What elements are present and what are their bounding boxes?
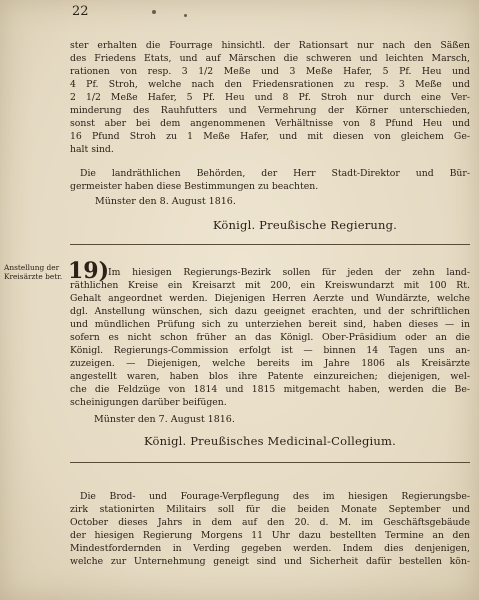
text-line: 16 Pfund Stroh zu 1 Meße Hafer, und mit diesen von gleichem Ge-	[70, 131, 470, 143]
signature-medicinal-collegium: Königl. Preußisches Medicinal-Collegium.	[143, 434, 396, 448]
text-line: der hiesigen Regierung Morgens 11 Uhr dazu bestellten Termine an den	[70, 530, 470, 542]
text-line: minderung des Rauhfutters und Vermehrung der Körner unterschieden,	[70, 105, 470, 117]
text-line: halt sind.	[70, 144, 114, 156]
text-line: sonst aber bei dem angenommenen Verhältnisse von 8 Pfund Heu und	[70, 118, 470, 130]
text-line: zirk stationirten Militairs soll für die beiden Monate September und	[70, 504, 470, 516]
paragraph-kreisaerzte	[70, 266, 470, 410]
text-line: che die Feldzüge von 1814 und 1815 mitgemacht haben, werden die Be-	[70, 384, 470, 396]
paragraph-verpflegung	[70, 490, 470, 568]
ink-speck	[184, 14, 187, 17]
section-divider	[70, 244, 470, 245]
text-line: räthlichen Kreise ein Kreisarzt mit 200, ein Kreiswundarzt mit 100 Rt.	[70, 280, 470, 292]
margin-note-line: Anstellung der	[4, 263, 60, 272]
date-line: Münster den 7. August 1816.	[94, 414, 235, 425]
text-line: ster erhalten die Fourrage hinsichtl. der Rationsart nur nach den Säßen	[70, 40, 470, 51]
text-line: October dieses Jahrs in dem auf den 20. d. M. im Geschäftsgebäude	[70, 517, 470, 529]
text-line: Gehalt angeordnet werden. Diejenigen Herren Aerzte und Wundärzte, welche	[70, 293, 470, 305]
text-line: angestellt waren, haben blos ihre Patente einzureichen; diejenigen, wel-	[70, 371, 470, 383]
paragraph-fourage-rations	[70, 39, 470, 156]
text-line: Die landräthlichen Behörden, der Herr Stadt-Direktor und Bür-	[80, 168, 470, 179]
text-line: Im hiesigen Regierungs-Bezirk sollen für jeden der zehn land-	[108, 267, 470, 278]
text-line: dgl. Anstellung wünschen, sich dazu geeignet erachten, und der schriftlichen	[70, 306, 470, 318]
page-number: 22	[72, 4, 89, 19]
text-line: rationen von resp. 3 1/2 Meße und 3 Meße Hafer, 5 Pf. Heu und	[70, 66, 470, 78]
text-line: sofern es nicht schon früher an das Königl. Ober-Präsidium oder an die	[70, 332, 470, 344]
date-line: Münster den 8. August 1816.	[95, 196, 236, 207]
text-line: germeister haben diese Bestimmungen zu beachten.	[70, 181, 319, 193]
text-line: des Friedens Etats, und auf Märschen die schweren und leichten Marsch,	[70, 53, 470, 65]
paragraph-authorities	[70, 167, 470, 193]
margin-note-line: Kreisärzte betr.	[4, 272, 63, 281]
text-line: und mündlichen Prüfung sich zu unterziehen bereit sind, haben dieses — in	[70, 319, 470, 331]
text-line: Königl. Regierungs-Commission erfolgt ist — binnen 14 Tagen uns an-	[70, 345, 470, 357]
text-line: zuzeigen. — Diejenigen, welche bereits im Jahre 1806 als Kreisärzte	[70, 358, 470, 370]
text-line: Die Brod- und Fourage-Verpflegung des im hiesigen Regierungsbe-	[80, 491, 470, 502]
text-line: Mindestfordernden in Verding gegeben werden. Indem dies denjenigen,	[70, 543, 470, 555]
text-line: 4 Pf. Stroh, welche nach den Friedensrationen zu resp. 3 Meße und	[70, 79, 470, 91]
section-divider	[70, 462, 470, 463]
margin-note	[4, 263, 62, 281]
section-number: 19)	[68, 258, 110, 284]
signature-regierung: Königl. Preußische Regierung.	[212, 218, 398, 232]
text-line: 2 1/2 Meße Hafer, 5 Pf. Heu und 8 Pf. Stroh nur durch eine Ver-	[70, 92, 470, 104]
ink-speck	[152, 10, 156, 14]
text-line: scheinigungen darüber beifügen.	[70, 397, 227, 409]
text-line: welche zur Unternehmung geneigt sind und Sicherheit dafür bestellen kön-	[70, 556, 470, 568]
